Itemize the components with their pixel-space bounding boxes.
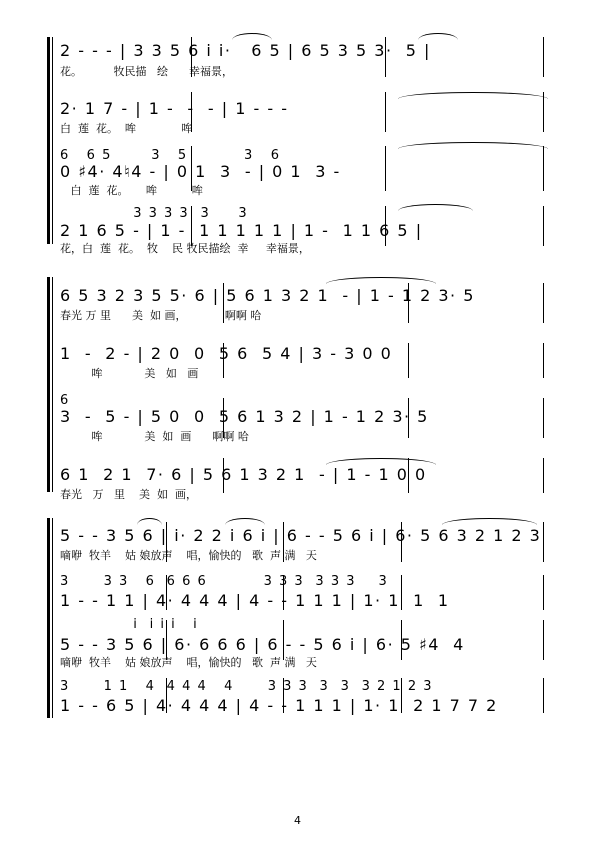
- barline: [543, 343, 544, 378]
- lyric-line: 花。 牧民描 绘 幸福景，: [60, 65, 233, 78]
- system-bracket-thin: [52, 518, 53, 718]
- barline: [543, 146, 544, 191]
- notation-line: 5 - - 3 5 6 | i· 2 2 i 6 i | 6 - - 5 6 i | 6· 5 6 3 2 1 2 3: [60, 526, 542, 545]
- barline: [543, 458, 544, 493]
- notation-line: 3 - 5 - | 5 0 0 5 6 1 3 2 | 1 - 1 2 3· 5: [60, 407, 429, 426]
- barline: [543, 398, 544, 438]
- barline: [543, 522, 544, 562]
- lyric-line: 春光 万 里 美 如 画，: [60, 488, 197, 501]
- notation-line: 1 - - 6 5 | 4· 4 4 4 | 4 - - 1 1 1 | 1· 1 2 1 7 7 2: [60, 696, 498, 715]
- system-bracket: [47, 37, 50, 244]
- upper-notes: 3 1 1 4 4 4 4 4 3 3 3 3 3 3 2 1 2 3: [60, 679, 434, 694]
- upper-notes: 3 3 3 3 3 3: [60, 206, 249, 221]
- barline: [543, 620, 544, 660]
- tie: [398, 204, 473, 211]
- barline: [408, 343, 409, 378]
- notation-line: 2 1 6 5 - | 1 - 1 1 1 1 1 | 1 - 1 1 6 5 |: [60, 221, 423, 240]
- tie: [326, 458, 436, 465]
- system-bracket: [47, 518, 50, 718]
- lyric-line: 嘀咿 牧羊 姑 娘放声 唱，愉快的 歌 声 满 天: [60, 656, 317, 669]
- notation-line: 6 1 2 1 7· 6 | 5 6 1 3 2 1 - | 1 - 1 0 0: [60, 465, 427, 484]
- lyric-line: 花，白 莲 花。 牧 民 牧民描绘 幸 幸福景，: [60, 242, 310, 255]
- tie: [326, 277, 436, 284]
- notation-line: 6 5 3 2 3 5 5· 6 | 5 6 1 3 2 1 - | 1 - 1 2 3· 5: [60, 286, 475, 305]
- barline: [385, 92, 386, 132]
- lyric-line: 春光 万 里 美 如 画， 啊啊 哈: [60, 309, 262, 322]
- upper-notes: 3 3 3 6 6 6 6 3 3 3 3 3 3 3: [60, 574, 389, 589]
- upper-notes: i i i i i: [60, 617, 199, 632]
- system-bracket: [47, 277, 50, 492]
- system-bracket-thin: [52, 37, 53, 244]
- slur: [418, 33, 458, 40]
- barline: [543, 678, 544, 713]
- barline: [543, 575, 544, 610]
- notation-line: 2· 1 7 - | 1 - - - | 1 - - -: [60, 99, 296, 118]
- notation-line: 5 - - 3 5 6 | 6· 6 6 6 | 6 - - 5 6 i | 6· 5 ♯4 4: [60, 635, 465, 654]
- system-bracket-thin: [52, 277, 53, 492]
- notation-line: 1 - - 1 1 | 4· 4 4 4 | 4 - - 1 1 1 | 1· 1 1 1: [60, 591, 450, 610]
- page-number: 4: [294, 814, 301, 827]
- lyric-line: 白 莲 花。 哞 哞: [60, 184, 203, 197]
- slur: [137, 518, 162, 525]
- lyric-line: 哞 美 如 画 啊啊 哈: [60, 430, 249, 443]
- upper-notes: 6: [60, 393, 70, 408]
- notation-line: 0 ♯4· 4♮4 - | 0 1 3 - | 0 1 3 -: [60, 162, 341, 181]
- barline: [385, 146, 386, 191]
- notation-line: 2 - - - | 3 3 5 6 i i· 6 5 | 6 5 3 5 3· 5 |: [60, 41, 431, 60]
- lyric-line: 嘀咿 牧羊 姑 娘放声 唱，愉快的 歌 声 满 天: [60, 549, 317, 562]
- slur: [225, 518, 265, 525]
- barline: [543, 283, 544, 323]
- barline: [543, 206, 544, 246]
- upper-notes: 6 6 5 3 5 3 6: [60, 148, 281, 163]
- notation-line: 1 - 2 - | 2 0 0 5 6 5 4 | 3 - 3 0 0: [60, 344, 393, 363]
- slur: [442, 518, 537, 525]
- tie: [398, 142, 548, 149]
- lyric-line: 哞 美 如 画: [60, 367, 199, 380]
- tie: [398, 92, 548, 99]
- slur: [232, 33, 272, 40]
- lyric-line: 白 莲 花。 哞 哞: [60, 122, 193, 135]
- barline: [543, 37, 544, 77]
